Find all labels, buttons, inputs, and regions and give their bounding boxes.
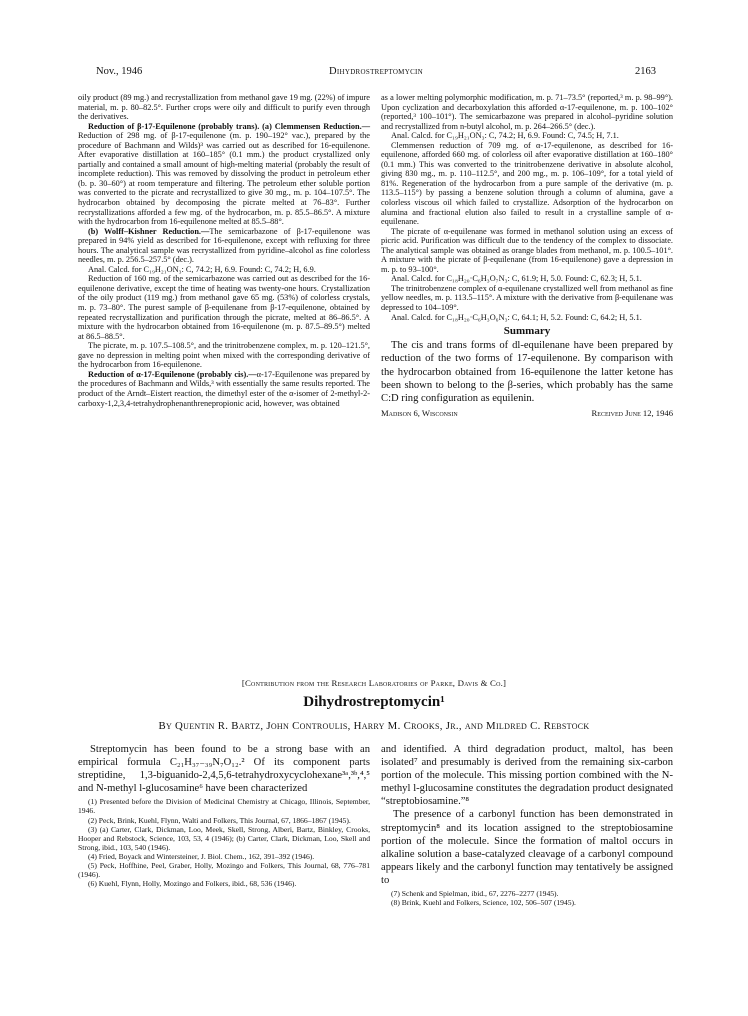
footnote: (2) Peck, Brink, Kuehl, Flynn, Walti and Folkers, This Journal, 67, 1866–1867 (1945).: [88, 815, 351, 825]
article-title: Dihydrostreptomycin¹: [303, 694, 445, 710]
paragraph: The presence of a carbonyl function has been demonstrated in streptomycin⁸ and its location assigned to the streptobiosamine portion of the molecule. Since the formation of maltol occurs in alkaline solution a base-catalyzed cleavage of a carbonyl compound appears likely and the carbonyl function may tentatively be assigned to: [381, 809, 673, 886]
analysis-line: Anal. Calcd. for C₁₈H₂₀·C₆H₃O₇N₃: C, 61.9; H, 5.0. Found: C, 62.3; H, 5.1.: [391, 274, 642, 284]
summary-text: The cis and trans forms of dl-equilenane have been prepared by reduction of the two forms of 17-equilenone. By comparison with the hydrocarbon obtained from 16-equilenone the latter ketone has been shown to belong to the β-series, which probably has the same C:D ring configuration as equilenin.: [381, 340, 673, 404]
analysis-line: Anal. Calcd. for C₁₈H₂₀·C₆H₃O₆N₃: C, 64.1; H, 5.2. Found: C, 64.2; H, 5.1.: [391, 312, 642, 322]
page-number: 2163: [635, 66, 656, 77]
summary-heading: Summary: [503, 325, 551, 338]
left-column-article: [78, 743, 370, 888]
footnote: (6) Kuehl, Flynn, Holly, Mozingo and Folkers, ibid., 68, 536 (1946).: [88, 879, 297, 889]
right-column-article: [381, 743, 673, 907]
received-date: Received June 12, 1946: [591, 408, 673, 419]
paragraph: The trinitrobenzene complex of α-equilenane crystallized well from methanol as fine yellow needles, m. p. 113.5–115°. A mixture with the derivative from β-equilenane was depressed to 104–109°.: [381, 283, 673, 313]
footnote: (7) Schenk and Spielman, ibid., 67, 2276–2277 (1945).: [391, 889, 559, 899]
paragraph: Clemmensen reduction of 709 mg. of α-17-equilenone, as described for 16-equilenone, afforded 660 mg. of colorless oil after evaporative distillation at 160–180° (0.1 mm.) This was converted to the trinitrobenzene derivative in absolute alcohol, giving 830 mg., m. p. 110–112.5°, and 200 mg., m. p. 106–109°, for a total yield of 81%. Regeneration of the hydrocarbon from a pure sample of the derivative (m. p. 113.5–115°) by passing a benzene solution through a column of alumina, gave a colorless viscous oil which failed to crystallize. Adsorption of the hydrocarbon on alumina and fractional elution also failed to result in a crystalline sample of α-equilenane.: [381, 140, 673, 227]
paragraph-text: α-17-Equilenone was prepared by the procedures of Bachmann and Wilds,³ with essentially the same results reported. The product of the Arndt–Eistert reaction, the dimethyl ester of the α-isomer of 2-methyl-2-carboxy-1,2,3,4-tetrahydrophenanthrenepropionic acid, however, was obtained: [78, 369, 370, 408]
paragraph: [78, 227, 370, 265]
footnote: (5) Peck, Hoffhine, Peel, Graber, Holly, Mozingo and Folkers, This Journal, 68, 776–781 (1946).: [78, 861, 370, 880]
section-heading: Reduction of α-17-Equilenone (probably cis).—: [88, 369, 257, 379]
author-location: Madison 6, Wisconsin: [381, 408, 458, 419]
paragraph-text: Reduction of 298 mg. of β-17-equilenone (m. p. 190–192° vac.), prepared by the procedure of Bachmann and Wilds)³ was carried out as described for 16-equilenone. After evaporative distillation at 160–185° (0.1 mm.) the product crystallized only partially and contained a small amount of high-melting material (probably the result of incomplete reduction). This was removed by dissolving the product in petroleum ether (b. p. 30–60°) at room temperature and filtering. The petroleum ether soluble portion was converted to the picrate and recrystallized to give 30 mg., m. p. 104–107.5°. The hydrocarbon obtained by decomposing the picrate melted at 76–83°. Further recrystallizations afforded a few mg. of the hydrocarbon, m. p. 85.5–86.5°. A mixture with the hydrocarbon from 16-equilenone melted at 85.5–88°.: [78, 131, 370, 227]
paragraph: and identified. A third degradation product, maltol, has been isolated⁷ and presumably is derived from the remaining six-carbon portion of the molecule. This missing portion combined with the N-methyl l-glucosamine constitutes the degradation product designated “streptobiosamine.”⁸: [381, 744, 673, 808]
paragraph: as a lower melting polymorphic modification, m. p. 71–73.5° (reported,³ m. p. 98–99°). Upon cyclization and decarboxylation this afforded α-17-equilenone, m. p. 100–102° (reported,³ 100–101°). The semicarbazone was prepared in alcohol–pyridine solution and recrystallized from n-butyl alcohol, m. p. 264–266.5° (dec.).: [381, 93, 673, 131]
section-heading: Reduction of β-17-Equilenone (probably trans). (a) Clemmensen Reduction.—: [88, 121, 370, 131]
paragraph: oily product (89 mg.) and recrystallization from methanol gave 19 mg. (22%) of impure material, m. p. 80–82.5°. Further crops were oily and difficult to purify even through the derivatives.: [78, 93, 370, 122]
analysis-line: Anal. Calcd. for C₁₉H₂₁ON₃: C, 74.2; H, 6.9. Found: C, 74.5; H, 7.1.: [391, 131, 619, 141]
contribution-line: [Contribution from the Research Laboratories of Parke, Davis & Co.]: [241, 678, 507, 688]
paragraph: Streptomycin has been found to be a strong base with an empirical formula C₂₁H₃₇₋₃₉N₇O₁₂.² Of its component parts streptidine, 1,3-biguanido-2,4,5,6-tetrahydroxycyclohexane³ᵃ,³ᵇ,⁴,⁵ and N-methyl l-glucosamine⁶ have been characterized: [78, 744, 370, 795]
footnote: (1) Presented before the Division of Medicinal Chemistry at Chicago, Illinois, September, 1946.: [78, 797, 370, 816]
running-head: [96, 66, 656, 80]
footnotes: [78, 797, 370, 888]
author-byline: By Quentin R. Bartz, John Controulis, Harry M. Crooks, Jr., and Mildred C. Rebstock: [158, 720, 590, 732]
signature-row: [381, 407, 673, 421]
paragraph: The picrate, m. p. 107.5–108.5°, and the trinitrobenzene complex, m. p. 120–121.5°, gave no depression in melting point when mixed with the corresponding derivative of the hydrocarbon from 16-equilenone.: [78, 341, 370, 370]
paragraph: The picrate of α-equilenane was formed in methanol solution using an excess of picric acid. Purification was difficult due to the tendency of the complex to dissociate. The analytical sample was obtained as orange blades from methanol, m. p. 100.5–101°. A mixture with the picrate of β-equilenane (from 16-equilenone) gave a depression in m. p. to 93–100°.: [381, 226, 673, 274]
paragraph: Reduction of 160 mg. of the semicarbazone was carried out as described for the 16-equilenone derivative, except the time of heating was twenty-one hours. Crystallization of the oily product (119 mg.) from methanol gave 65 mg. (53%) of colorless crystals, m. p. 73–80°. The purest sample of β-equilenane from β-17-equilenone, obtained by repeated recrystallization and purification through the picrate, melted at 86–86.5°. A mixture with the hydrocarbon obtained from 16-equilenone (m. p. 87.5–89.5°) melted at 86.5–88.5°.: [78, 274, 370, 341]
left-column-experimental: [78, 93, 370, 408]
paragraph: [78, 370, 370, 408]
section-heading: (b) Wolff–Kishner Reduction.—: [88, 226, 210, 236]
footnotes: [381, 889, 673, 907]
issue-date: Nov., 1946: [96, 66, 143, 77]
footnote: (4) Fried, Boyack and Wintersteiner, J. Biol. Chem., 162, 391–392 (1946).: [88, 851, 315, 861]
footnote: (3) (a) Carter, Clark, Dickman, Loo, Meek, Skell, Strong, Alberi, Bartz, Binkley, Crooks, Hooper and Rebstock, Science, 103, 53, 4 (1946); (b) Carter, Clark, Dickman, Loo, Skell and Strong, ibid., 103, 540 (1946).: [78, 824, 370, 852]
right-column-experimental: [381, 93, 673, 421]
running-title: Dihydrostreptomycin: [328, 66, 424, 77]
footnote: (8) Brink, Kuehl and Folkers, Science, 102, 506–507 (1945).: [391, 898, 576, 908]
analysis-line: Anal. Calcd. for C₁₉H₂₁ON₃: C, 74.2; H, 6.9. Found: C, 74.2; H, 6.9.: [88, 264, 316, 274]
paragraph-text: The semicarbazone of β-17-equilenone was prepared in 94% yield as described for 16-equilenone, except with refluxing for three hours. The analytical sample was recrystallized from pyridine–alcohol as fine colorless needles, m. p. 256.5–257.5° (dec.).: [78, 226, 371, 265]
paragraph: [78, 122, 370, 227]
